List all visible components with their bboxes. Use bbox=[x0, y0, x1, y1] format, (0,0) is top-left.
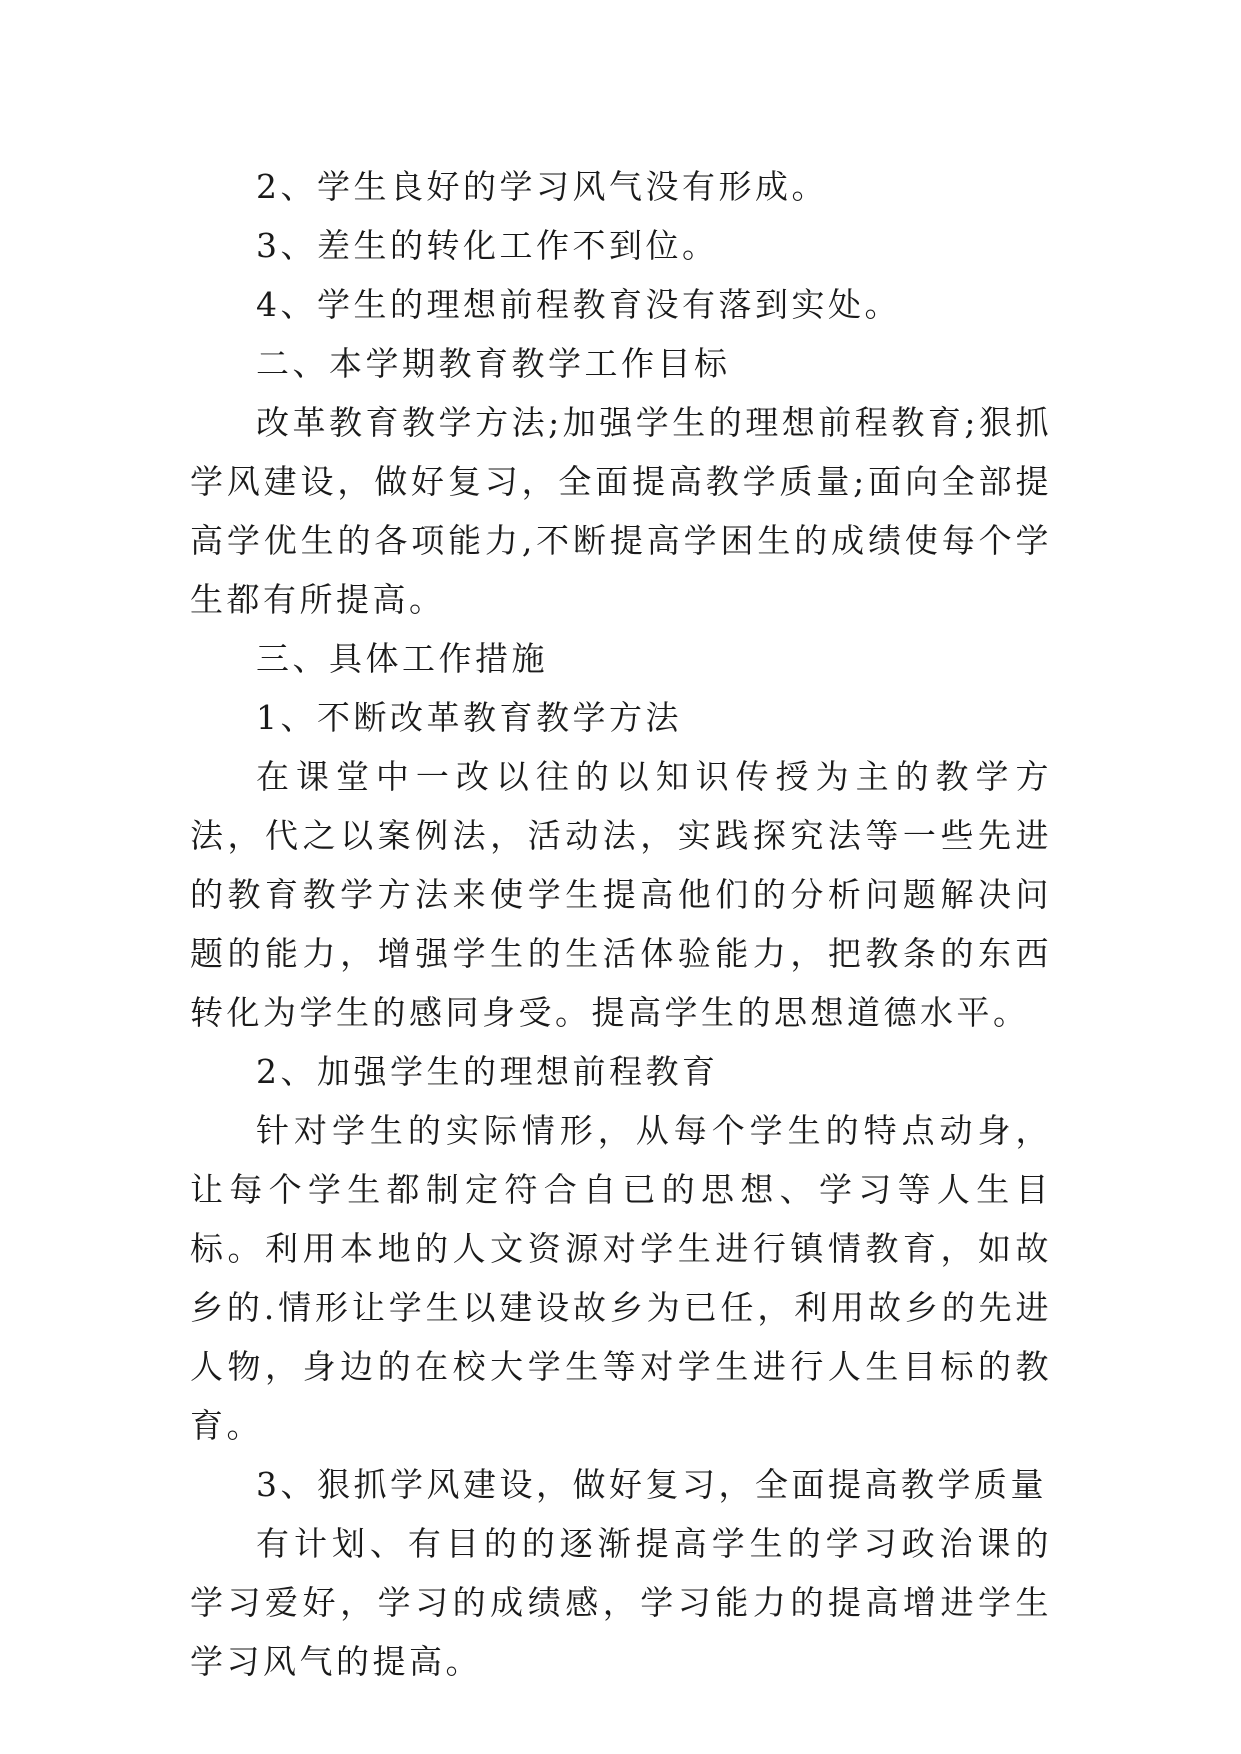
paragraph-problem-4: 4、学生的理想前程教育没有落到实处。 bbox=[256, 285, 901, 324]
section-heading-measures: 三、具体工作措施 bbox=[256, 639, 548, 678]
subheading-measure-1: 1、不断改革教育教学方法 bbox=[256, 698, 682, 737]
paragraph-measure-1: 在课堂中一改以往的以知识传授为主的教学方法，代之以案例法，活动法，实践探究法等一些先进的教育教学方法来使学生提高他们的分析问题解决问题的能力，增强学生的生活体验能力，把教条的东西转化为学生的感同身受。提高学生的思想道德水平。 bbox=[190, 757, 1052, 1032]
document-page bbox=[190, 157, 1052, 1691]
paragraph-measure-2: 针对学生的实际情形，从每个学生的特点动身，让每个学生都制定符合自已的思想、学习等人生目标。利用本地的人文资源对学生进行镇情教育，如故乡的.情形让学生以建设故乡为已任，利用故乡的先进人物，身边的在校大学生等对学生进行人生目标的教育。 bbox=[190, 1111, 1052, 1445]
paragraph-problem-2: 2、学生良好的学习风气没有形成。 bbox=[256, 167, 828, 206]
paragraph-goals: 改革教育教学方法;加强学生的理想前程教育;狠抓学风建设，做好复习，全面提高教学质量;面向全部提高学优生的各项能力,不断提高学困生的成绩使每个学生都有所提高。 bbox=[190, 403, 1052, 619]
subheading-measure-2: 2、加强学生的理想前程教育 bbox=[256, 1052, 719, 1091]
paragraph-problem-3: 3、差生的转化工作不到位。 bbox=[256, 226, 719, 265]
subheading-measure-3: 3、狠抓学风建设，做好复习，全面提高教学质量 bbox=[256, 1465, 1047, 1504]
paragraph-measure-3: 有计划、有目的的逐渐提高学生的学习政治课的学习爱好，学习的成绩感，学习能力的提高增进学生学习风气的提高。 bbox=[190, 1524, 1052, 1681]
section-heading-goals: 二、本学期教育教学工作目标 bbox=[256, 344, 731, 383]
